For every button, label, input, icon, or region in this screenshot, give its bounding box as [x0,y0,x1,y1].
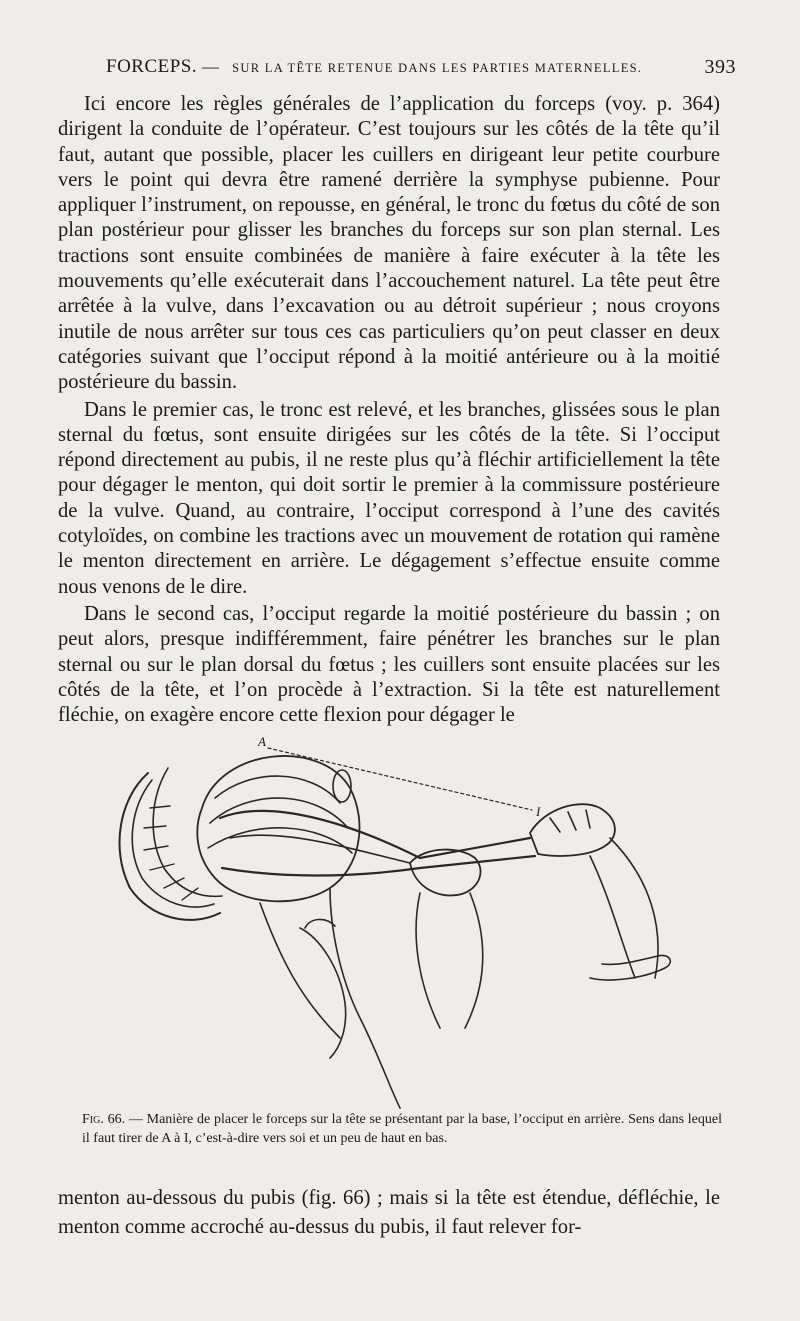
paragraph-3: Dans le second cas, l’occiput regarde la moitié postérieure du bassin ; on peut alors, presque indifféremment, faire pénétrer les branches sur le plan sternal ou sur le plan dorsal du fœtus ; les cuillers sont ensuite placées sur les côtés de la tête, et l’on procède à l’extraction. Si la tête est naturellement fléchie, on exagère encore cette flexion pour dégager le [58,602,720,727]
maternal-support-hand [300,928,346,1058]
forceps-lower-branch [222,856,535,876]
header-title: FORCEPS. [106,56,198,77]
figure-66-illustration [90,728,690,1113]
forearm-right [590,856,635,978]
forceps-engraving [90,728,690,1113]
sacrum-outline [120,773,220,920]
running-header [106,56,736,78]
figure-caption [82,1111,722,1148]
fetal-head [197,756,359,901]
header-dash: — [201,57,220,76]
operator-hand-left [410,850,481,896]
forceps-upper-branch [220,811,530,858]
paragraph-2: Dans le premier cas, le tronc est relevé, et les branches, glissées sous le plan sternal du fœtus, sont ensuite dirigées sur les côtés de la tête. Si l’occiput répond directement au pubis, il ne reste plus qu’à fléchir artificiellement la tête pour dégager le menton, qui doit sortir le premier à la commissure postérieure de la vulve. Quand, au contraire, l’occiput correspond à l’une des cavités cotyloïdes, on combine les tractions avec un mouvement de rotation qui ramène le menton directement en arrière. Le dégagement s’effectue ensuite comme nous venons de le dire. [58,398,720,598]
continuation-text: menton au-dessous du pubis (fig. 66) ; mais si la tête est étendue, défléchie, le menton comme accroché au-dessus du pubis, il faut relever for- [58,1187,720,1238]
paragraph-1: Ici encore les règles générales de l’application du forceps (voy. p. 364) dirigent la conduite de l’opérateur. C’est toujours sur les côtés de la tête qu’il faut, autant que possible, placer les cuillers en dirigeant leur petite courbure vers le point qui devra être ramené derrière la symphyse pubienne. Pour appliquer l’instrument, on repousse, en général, le tronc du fœtus du côté de son plan postérieur pour glisser les branches du forceps sur son plan sternal. Les tractions sont ensuite combinées de manière à faire exécuter à la tête les mouvements qu’elle exécuterait dans l’accouchement naturel. La tête peut être arrêtée à la vulve, dans l’excavation ou au détroit supérieur ; nous croyons inutile de nous arrêter sur tous ces cas particuliers qu’on peut classer en deux catégories suivant que l’occiput répond à la moitié antérieure ou à la moitié postérieure du bassin. [58,93,720,394]
figure-label-i: I [536,804,541,819]
fetal-body [330,888,400,1108]
main-text [58,92,720,728]
traction-line [268,748,532,810]
caption-figure-number: Fig. 66. [82,1112,126,1127]
operator-hand-right [530,804,615,856]
caption-text: — Manière de placer le forceps sur la tête se présentant par la base, l’occiput en arrière. Sens dans lequel il faut tirer de A à I, c’est-à-dire vers soi et un peu de haut en bas. [82,1112,722,1146]
page-number: 393 [704,56,736,78]
forearm-left [416,893,440,1028]
header-subtitle: SUR LA TÊTE RETENUE DANS LES PARTIES MATERNELLES. [232,61,643,75]
figure-label-a: A [258,734,266,749]
